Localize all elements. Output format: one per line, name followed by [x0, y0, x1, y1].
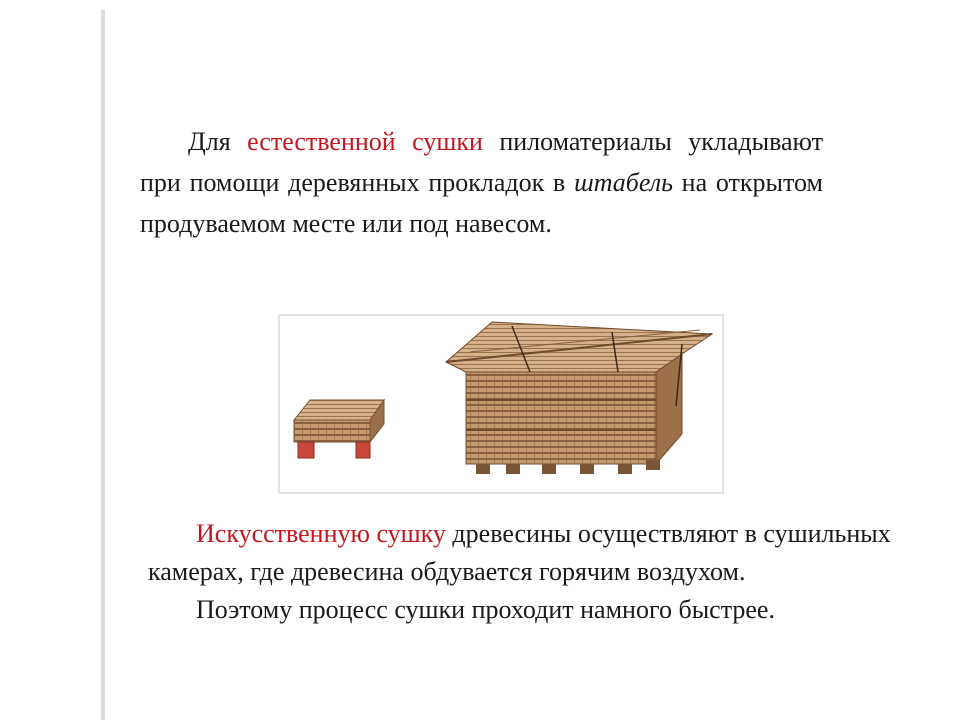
- text-rest: древесины осуществляют в сушильных камерах, где древесина обдувается горячим воздухом.: [148, 519, 891, 586]
- large-stack-with-roof: [446, 322, 712, 474]
- lumber-stack-illustration: [278, 314, 724, 494]
- text-tail: на открытом продуваемом месте или под навесом.: [140, 168, 823, 238]
- lumber-stacks-drawing: [280, 316, 726, 496]
- highlight-artificial-drying: Искусственную сушку: [196, 519, 446, 548]
- paragraph-artificial-drying: [148, 515, 928, 629]
- text-mid: пиломатериалы укладывают при помощи деревянных прокладок в: [140, 127, 823, 197]
- artificial-drying-text: [148, 515, 928, 591]
- left-margin-rule: [101, 10, 105, 720]
- faster-drying-text: [148, 591, 928, 629]
- paragraph-natural-drying: [140, 121, 823, 244]
- text-faster: Поэтому процесс сушки проходит намного быстрее.: [196, 595, 775, 624]
- text-lead: Для: [188, 127, 248, 156]
- term-stack: штабель: [574, 168, 673, 197]
- small-stack: [294, 400, 384, 458]
- highlight-natural-drying: естественной сушки: [247, 127, 483, 156]
